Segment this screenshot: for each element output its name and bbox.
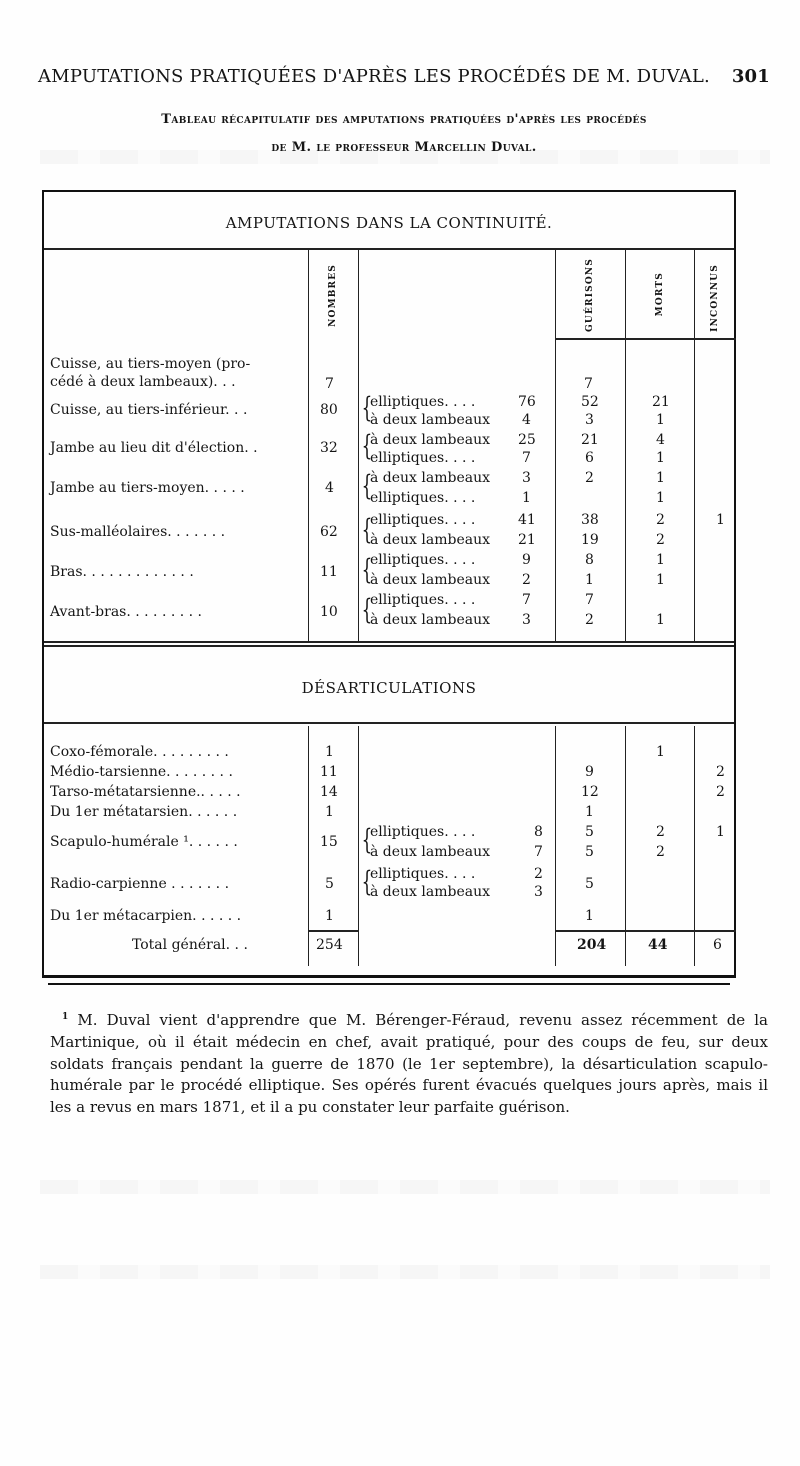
procedure-count: 9 xyxy=(522,552,531,568)
count-guerisons: 12 xyxy=(581,784,599,800)
column-rule xyxy=(555,930,556,966)
count-guerisons: 5 xyxy=(585,844,594,860)
procedure-count: 76 xyxy=(518,394,536,410)
row-label: Sus-malléolaires. . . . . . . xyxy=(50,524,226,540)
procedure-count: 25 xyxy=(518,432,536,448)
count-inconnus: 2 xyxy=(716,784,725,800)
count-nombre: 14 xyxy=(320,784,338,800)
procedure-count: 7 xyxy=(522,592,531,608)
section-title-desarticulations: DÉSARTICULATIONS xyxy=(301,679,477,697)
page-number: 301 xyxy=(731,66,770,87)
procedure: elliptiques. . . . xyxy=(370,490,476,506)
rule xyxy=(625,930,694,932)
procedure-count: 41 xyxy=(518,512,536,528)
procedure: elliptiques. . . . xyxy=(370,512,476,528)
total-inconnus: 6 xyxy=(713,937,722,953)
table-caption-line-2: de M. le professeur Marcellin Duval. xyxy=(271,140,537,155)
procedure-count: 21 xyxy=(518,532,536,548)
column-header-inconnus: INCONNUS xyxy=(710,264,720,332)
column-rule xyxy=(625,248,626,641)
procedure-count: 8 xyxy=(534,824,543,840)
column-header-guerisons: GUÉRISONS xyxy=(585,258,595,332)
footnote-marker: 1 xyxy=(62,1012,69,1022)
count-inconnus: 1 xyxy=(716,512,725,528)
count-morts: 1 xyxy=(656,612,665,628)
count-morts: 1 xyxy=(656,450,665,466)
count-guerisons: 52 xyxy=(581,394,599,410)
footnote-text: M. Duval vient d'apprendre que M. Bérenger-Féraud, revenu assez récemment de la Martinique, où il était médecin en chef, avait pratiqué, pour des coups de feu, sur deux soldats français pendant la guerre de 1870 (le 1er septembre), la désarticulation scapulo-humérale par le procédé elliptique. Ses opérés furent évacués quelques jours après, mais il les a revus en mars 1871, et il a pu constater leur parfaite guérison. xyxy=(50,1011,768,1117)
column-header-morts: MORTS xyxy=(655,272,665,317)
procedure: à deux lambeaux xyxy=(370,432,491,448)
count-nombre: 7 xyxy=(325,376,334,392)
column-rule xyxy=(694,930,695,966)
total-nombres: 254 xyxy=(316,937,343,953)
row-label: Coxo-fémorale. . . . . . . . . xyxy=(50,744,229,760)
count-morts: 1 xyxy=(656,744,665,760)
count-nombre: 4 xyxy=(325,480,334,496)
count-nombre: 5 xyxy=(325,876,334,892)
bleed-through-band xyxy=(40,1265,770,1279)
procedure-count: 7 xyxy=(522,450,531,466)
count-guerisons: 3 xyxy=(585,412,594,428)
row-label: Du 1er métatarsien. . . . . . xyxy=(50,804,238,820)
column-rule xyxy=(625,726,626,936)
section-title-continuity: AMPUTATIONS DANS LA CONTINUITÉ. xyxy=(225,214,553,232)
count-nombre: 11 xyxy=(320,764,338,780)
procedure: à deux lambeaux xyxy=(370,612,491,628)
count-morts: 2 xyxy=(656,824,665,840)
row-label: Jambe au lieu dit d'élection. . xyxy=(50,440,258,456)
row-label: Du 1er métacarpien. . . . . . xyxy=(50,908,242,924)
row-label: Médio-tarsienne. . . . . . . . xyxy=(50,764,233,780)
row-label: Jambe au tiers-moyen. . . . . xyxy=(50,480,245,496)
count-guerisons: 7 xyxy=(584,376,593,392)
column-rule xyxy=(358,726,359,936)
count-guerisons: 1 xyxy=(585,908,594,924)
procedure-count: 3 xyxy=(522,470,531,486)
row-label: Cuisse, au tiers-inférieur. . . xyxy=(50,402,248,418)
procedure: elliptiques. . . . xyxy=(370,824,476,840)
brace: { xyxy=(361,823,373,856)
count-morts: 1 xyxy=(656,490,665,506)
column-rule xyxy=(308,726,309,936)
procedure-count: 2 xyxy=(534,866,543,882)
row-label: Tarso-métatarsienne.. . . . . xyxy=(50,784,241,800)
count-guerisons: 2 xyxy=(585,612,594,628)
procedure-count: 3 xyxy=(522,612,531,628)
count-guerisons: 7 xyxy=(585,592,594,608)
rule xyxy=(625,338,694,340)
procedure: à deux lambeaux xyxy=(370,470,491,486)
rule xyxy=(308,930,358,932)
column-rule xyxy=(555,248,556,641)
procedure-count: 4 xyxy=(522,412,531,428)
count-guerisons: 6 xyxy=(585,450,594,466)
procedure: elliptiques. . . . xyxy=(370,394,476,410)
bleed-through-band xyxy=(40,1180,770,1194)
count-guerisons: 19 xyxy=(581,532,599,548)
rule xyxy=(44,641,734,643)
count-guerisons: 21 xyxy=(581,432,599,448)
procedure-count: 2 xyxy=(522,572,531,588)
rule xyxy=(694,338,736,340)
row-label: Avant-bras. . . . . . . . . xyxy=(50,604,203,620)
count-nombre: 1 xyxy=(325,908,334,924)
count-guerisons: 1 xyxy=(585,572,594,588)
count-nombre: 15 xyxy=(320,834,338,850)
count-morts: 1 xyxy=(656,470,665,486)
column-rule xyxy=(308,930,309,966)
column-rule xyxy=(358,248,359,641)
footnote xyxy=(50,1007,768,1119)
count-inconnus: 2 xyxy=(716,764,725,780)
row-label: Bras. . . . . . . . . . . . . xyxy=(50,564,194,580)
brace: { xyxy=(361,391,373,424)
count-morts: 1 xyxy=(656,552,665,568)
count-morts: 2 xyxy=(656,512,665,528)
rule xyxy=(44,248,734,250)
column-rule xyxy=(555,726,556,936)
total-label: Total général. . . xyxy=(132,937,248,953)
summary-table xyxy=(42,190,736,978)
count-nombre: 62 xyxy=(320,524,338,540)
procedure-count: 3 xyxy=(534,884,543,900)
count-nombre: 80 xyxy=(320,402,338,418)
count-morts: 2 xyxy=(656,844,665,860)
column-rule xyxy=(358,930,359,966)
row-label: cédé à deux lambeaux). . . xyxy=(50,374,236,390)
brace: { xyxy=(361,553,373,586)
procedure-count: 1 xyxy=(522,490,531,506)
procedure: à deux lambeaux xyxy=(370,572,491,588)
running-head-title: AMPUTATIONS PRATIQUÉES D'APRÈS LES PROCÉDÉS DE M. DUVAL. xyxy=(38,66,710,87)
count-nombre: 1 xyxy=(325,804,334,820)
column-rule xyxy=(694,248,695,641)
total-guerisons: 204 xyxy=(577,937,607,953)
count-morts: 21 xyxy=(652,394,670,410)
count-guerisons: 38 xyxy=(581,512,599,528)
total-morts: 44 xyxy=(648,937,668,953)
count-morts: 4 xyxy=(656,432,665,448)
procedure: à deux lambeaux xyxy=(370,844,491,860)
count-inconnus: 1 xyxy=(716,824,725,840)
column-rule xyxy=(625,930,626,966)
column-header-nombres: NOMBRES xyxy=(328,264,338,327)
count-morts: 1 xyxy=(656,412,665,428)
brace: { xyxy=(361,429,373,462)
table-caption-line-1: Tableau récapitulatif des amputations pratiquées d'après les procédés xyxy=(161,112,647,127)
row-label: Radio-carpienne . . . . . . . xyxy=(50,876,230,892)
count-guerisons: 2 xyxy=(585,470,594,486)
brace: { xyxy=(361,593,373,626)
count-nombre: 1 xyxy=(325,744,334,760)
brace: { xyxy=(361,513,373,546)
rule xyxy=(694,930,736,932)
rule xyxy=(44,722,734,724)
rule xyxy=(555,338,625,340)
count-guerisons: 5 xyxy=(585,824,594,840)
column-rule xyxy=(308,248,309,641)
procedure: elliptiques. . . . xyxy=(370,450,476,466)
count-morts: 1 xyxy=(656,572,665,588)
procedure: à deux lambeaux xyxy=(370,412,491,428)
row-label: Scapulo-humérale ¹. . . . . . xyxy=(50,834,238,850)
brace: { xyxy=(361,469,373,502)
running-head xyxy=(38,66,770,87)
rule xyxy=(555,930,625,932)
procedure: à deux lambeaux xyxy=(370,532,491,548)
count-nombre: 32 xyxy=(320,440,338,456)
count-morts: 2 xyxy=(656,532,665,548)
procedure: elliptiques. . . . xyxy=(370,592,476,608)
rule xyxy=(44,645,734,647)
count-guerisons: 5 xyxy=(585,876,594,892)
count-nombre: 11 xyxy=(320,564,338,580)
count-nombre: 10 xyxy=(320,604,338,620)
brace: { xyxy=(361,865,373,898)
count-guerisons: 9 xyxy=(585,764,594,780)
count-guerisons: 1 xyxy=(585,804,594,820)
procedure: elliptiques. . . . xyxy=(370,552,476,568)
procedure: à deux lambeaux xyxy=(370,884,491,900)
procedure: elliptiques. . . . xyxy=(370,866,476,882)
row-label: Cuisse, au tiers-moyen (pro- xyxy=(50,356,251,372)
column-rule xyxy=(694,726,695,936)
count-guerisons: 8 xyxy=(585,552,594,568)
procedure-count: 7 xyxy=(534,844,543,860)
